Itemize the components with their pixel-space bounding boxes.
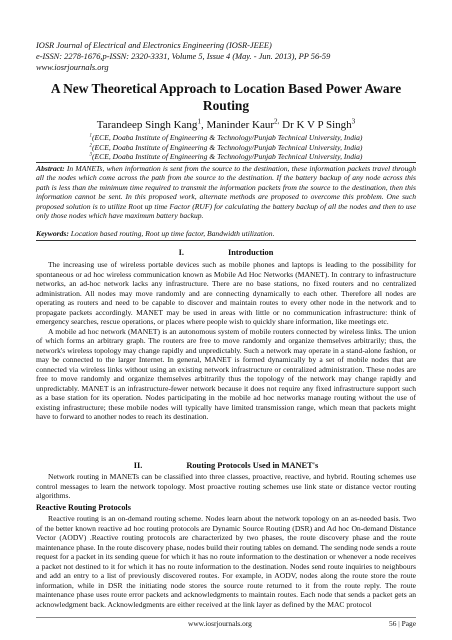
author-2-sup: 2,: [274, 117, 280, 126]
page-number: 56: [389, 619, 397, 628]
journal-site: www.iosrjournals.org: [36, 63, 109, 72]
section-1-title: Introduction: [227, 248, 274, 257]
affiliation-1-sup: 1: [89, 133, 92, 139]
section-2-body: [36, 472, 416, 501]
journal-name: IOSR Journal of Electrical and Electronics Engineering (IOSR-JEEE): [36, 41, 272, 50]
abstract-text: In MANETs, when information is sent from the source to the destination, these information packets travel through all the nodes which come across the path from the source to the destination. If the battery backup of any node across this path is less than the minimum time required to transmit the information packets from the source to the destination, then this information cannot be sent. In this proposed work, alternate methods are proposed to overcome this problem. One such proposed solution is to utilize Root up time Factor (RUF) for calculating the battery backup of all the nodes and then to use only those nodes which have maximum battery backup.: [36, 164, 416, 221]
affiliation-1: [30, 133, 422, 143]
section-2-title: Routing Protocols Used in MANET's: [186, 461, 319, 470]
abstract: [36, 164, 416, 220]
keywords: [36, 229, 416, 238]
section-1-heading: [36, 248, 416, 258]
subsection-paragraph-1: Reactive routing is an on-demand routing scheme. Nodes learn about the network topology on an as-needed basis. Two of the better known reactive ad hoc routing protocols are Dynamic Source Routing (DSR) and Ad hoc On-demand Distance Vector (AODV) .Reactive routing protocols are characterized by two phases, the route discovery phase and the route maintenance phase. In the route discovery phase, nodes build their routing tables on demand. The sending node sends a route request for a packet in its sending queue for which it has no route information to the destination or whenever a node receives a packet not destined to it for which it has no route information to the destination. Nodes send route inquiries to neighbours and add an entry to a list of previously discovered routes. For example, in AODV, nodes along the route store the route information, while in DSR the initiating node stores the source route returned to it from the route reply. The route maintenance phase uses route error packets and acknowledgments to maintain routes. Each node that sends a packet gets an acknowledgment back. Acknowledgments are either received at the link layer as defined by the MAC protocol: [36, 514, 416, 609]
abstract-top-rule: [36, 162, 416, 163]
affiliation-1-text: (ECE, Doaba Institute of Engineering & Technology/Punjab Technical University, India): [92, 133, 363, 142]
section-1-paragraph-1: The increasing use of wireless portable devices such as mobile phones and laptops is leading to the possibility for spontaneous or ad hoc wireless communication known as Mobile Ad Hoc Networks (MANET). In contrary to infrastructure networks, an ad-hoc network lacks any infrastructure. There are no base stations, no fixed routers and no centralized administration. All nodes may move randomly and are connecting dynamically to each other. Therefore all nodes are operating as routers and need to be capable to discover and maintain routes to every other node in the network and to propagate packets accordingly. MANET may be used in areas with little or no communication infrastructure: think of emergency searches, rescue operations, or places where people wish to quickly share information, like meetings etc.: [36, 260, 416, 326]
keywords-text: Location based routing, Root up time factor, Bandwidth utilization.: [68, 229, 275, 238]
affiliation-2: [30, 143, 422, 153]
paper-title: A New Theoretical Approach to Location Based Power Aware Routing: [50, 81, 402, 113]
page-label: Page: [401, 619, 416, 628]
footer-page: [389, 619, 416, 628]
page-separator: |: [398, 619, 400, 628]
abstract-bottom-rule: [36, 240, 416, 241]
affiliation-3-sup: 3: [89, 152, 92, 158]
affiliation-2-sup: 2: [89, 143, 92, 149]
subsection-body: [36, 514, 416, 609]
affiliation-3: [30, 152, 422, 162]
footer-rule: [36, 617, 416, 618]
section-2-heading: [36, 461, 416, 471]
author-1-sup: 1: [197, 117, 202, 126]
author-3: Dr K V P Singh: [279, 119, 352, 131]
author-separator: ,: [201, 119, 207, 131]
footer-site: www.iosrjournals.org: [188, 619, 252, 628]
keywords-label: Keywords:: [36, 229, 69, 238]
author-3-sup: 3: [351, 117, 356, 126]
section-2-paragraph-1: Network routing in MANETs can be classified into three classes, proactive, reactive, and hybrid. Routing schemes use control messages to learn the network topology. Most proactive routing schemes use link state or distance vector routing algorithms.: [36, 472, 416, 500]
section-2-number: II.: [133, 461, 143, 470]
subsection-heading: Reactive Routing Protocols: [36, 503, 131, 512]
affiliation-3-text: (ECE, Doaba Institute of Engineering & Technology/Punjab Technical University, India): [92, 152, 363, 162]
section-1-paragraph-2: A mobile ad hoc network (MANET) is an autonomous system of mobile routers connected by wireless links. The union of which forms an arbitrary graph. The routers are free to move randomly and organize themselves arbitrarily; thus, the network's wireless topology may change rapidly and unpredictably. Such a network may operate in a stand-alone fashion, or may be connected to the larger Internet. In general, MANET is formed dynamically by a set of mobile nodes that are connected via wireless links without using an existing network infrastructure or centralized administration. These nodes are free to move randomly and organize themselves arbitrarily thus the topology of the network may change rapidly and unpredictably. MANET is an infrastructure-fewer network because it does not require any fixed infrastructure support such as a base station for its operation. Nodes participating in the mobile ad hoc networks manage routing without the use of existing infrastructure; these mobile nodes will typically have limited transmission range, which mean that packets might have to forward to another nodes to reach its destination.: [36, 326, 416, 421]
author-1: Tarandeep Singh Kang: [96, 119, 198, 131]
affiliations: [30, 133, 422, 162]
journal-issn: e-ISSN: 2278-1676,p-ISSN: 2320-3331, Volume 5, Issue 4 (May. - Jun. 2013), PP 56-59: [36, 52, 331, 61]
author-2: Maninder Kaur: [206, 119, 275, 131]
author-line: [30, 118, 422, 132]
section-1-number: I.: [178, 248, 184, 257]
journal-header: [36, 40, 416, 73]
section-1-body: [36, 260, 416, 422]
abstract-label: Abstract:: [36, 164, 65, 173]
affiliation-2-text: (ECE, Doaba Institute of Engineering & Technology/Punjab Technical University, India): [92, 142, 363, 152]
